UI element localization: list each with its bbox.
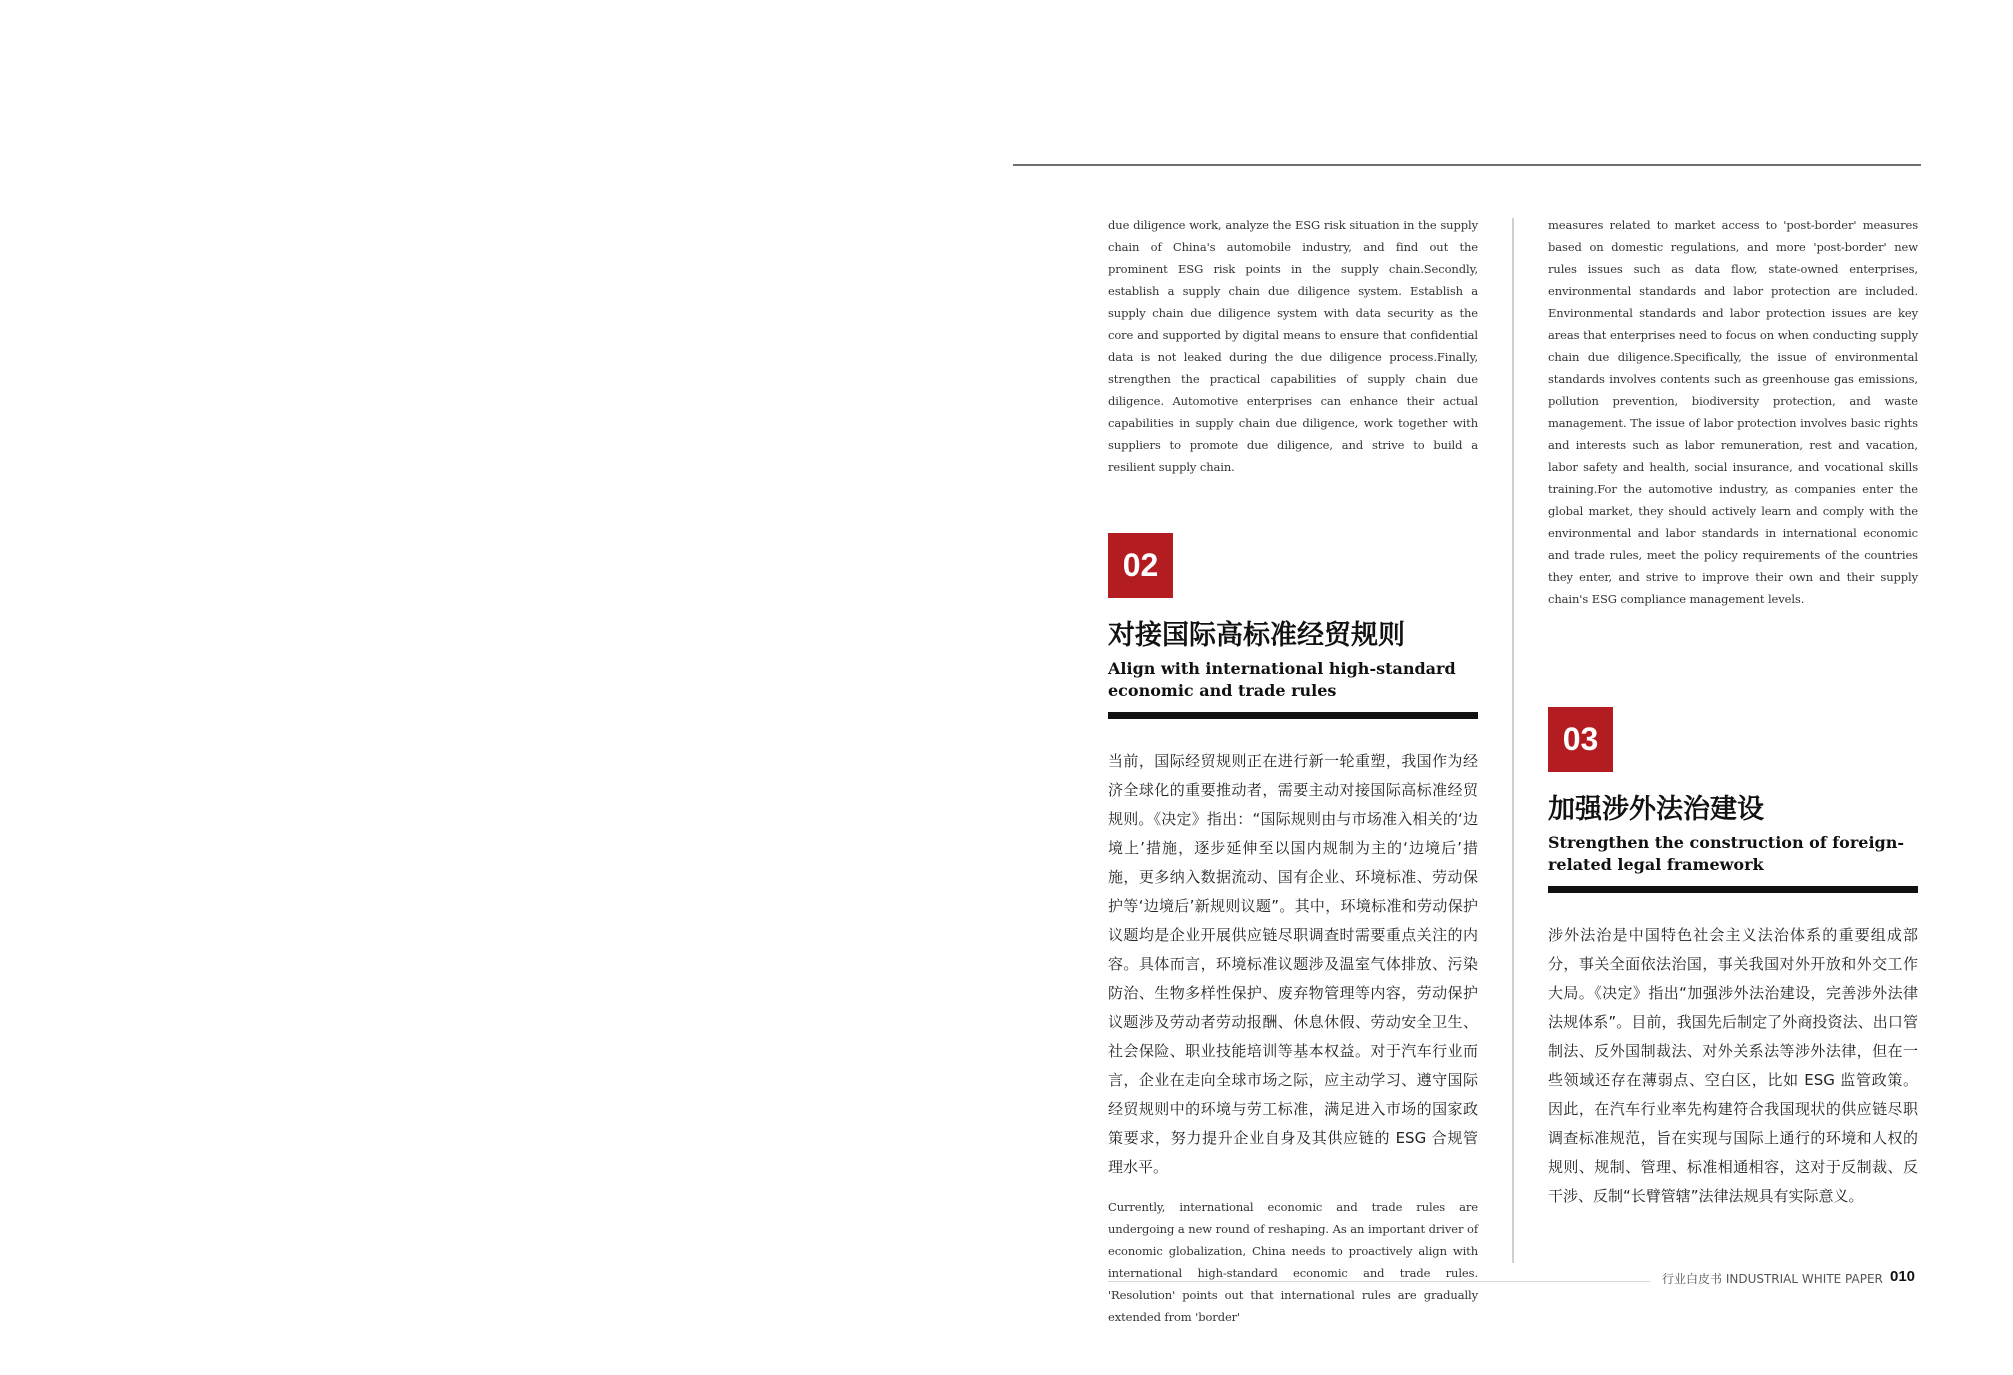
right-intro-paragraph: measures related to market access to 'post-border' measures based on domestic regulations, and more 'post-border' new rules issues such as data flow, state-owned enterprises, environmental standards and labor protection are included. Environmental standards and labor protection issues are key areas that enterprises need to focus on when conducting supply chain due diligence.Specifically, the issue of environmental standards involves contents such as greenhouse gas emissions, pollution prevention, biodiversity protection, and waste management. The issue of labor protection involves basic rights and interests such as labor remuneration, rest and vacation, labor safety and health, social insurance, and vocational skills training.For the automotive industry, as companies enter the global market, they should actively learn and comply with the environmental and labor standards in international economic and trade rules, meet the policy requirements of the countries they enter, and strive to improve their own and their supply chain's ESG compliance management levels. [1548,218,1918,606]
section-body-zh: 当前，国际经贸规则正在进行新一轮重塑，我国作为经济全球化的重要推动者，需要主动对接国际高标准经贸规则。《决定》指出：“国际规则由与市场准入相关的‘边境上’措施，逐步延伸至以国内规制为主的‘边境后’措施，更多纳入数据流动、国有企业、环境标准、劳动保护等‘边境后’新规则议题”。其中，环境标准和劳动保护议题均是企业开展供应链尽职调查时需要重点关注的内容。具体而言，环境标准议题涉及温室气体排放、污染防治、生物多样性保护、废弃物管理等内容，劳动保护议题涉及劳动者劳动报酬、休息休假、劳动安全卫生、社会保险、职业技能培训等基本权益。对于汽车行业而言，企业在走向全球市场之际，应主动学习、遵守国际经贸规则中的环境与劳工标准，满足进入市场的国家政策要求，努力提升企业自身及其供应链的 ESG 合规管理水平。 [1108,752,1478,1176]
section-number-badge: 03 [1548,707,1613,772]
section-02 [1108,533,1478,1328]
left-intro-paragraph: due diligence work, analyze the ESG risk situation in the supply chain of China's automobile industry, and find out the prominent ESG risk points in the supply chain.Secondly, establish a supply chain due diligence system. Establish a supply chain due diligence system with data security as the core and supported by digital means to ensure that confidential data is not leaked during the due diligence process.Finally, strengthen the practical capabilities of supply chain due diligence. Automotive enterprises can enhance their actual capabilities in supply chain due diligence, work together with suppliers to promote due diligence, and strive to build a resilient supply chain. [1108,218,1478,474]
section-body-zh: 涉外法治是中国特色社会主义法治体系的重要组成部分，事关全面依法治国，事关我国对外开放和外交工作大局。《决定》指出“加强涉外法治建设，完善涉外法律法规体系”。目前，我国先后制定了外商投资法、出口管制法、反外国制裁法、对外关系法等涉外法律，但在一些领域还存在薄弱点、空白区，比如 ESG 监管政策。因此，在汽车行业率先构建符合我国现状的供应链尽职调查标准规范，旨在实现与国际上通行的环境和人权的规则、规制、管理、标准相通相容，这对于反制裁、反干涉、反制“长臂管辖”法律法规具有实际意义。 [1548,926,1918,1205]
section-body-en: Currently, international economic and trade rules are undergoing a new round of reshaping. As an important driver of economic globalization, China needs to proactively align with international high-standard economic and trade rules. 'Resolution' points out that international rules are gradually extended from 'border' [1108,1200,1478,1324]
page-number: 010 [1890,1268,1916,1285]
section-title-zh: 加强涉外法治建设 [1548,794,1764,825]
left-column [1108,214,1478,478]
top-rule [1013,164,1921,166]
section-title-rule [1548,886,1918,893]
section-03 [1548,707,1918,1211]
footer-label: 行业白皮书 INDUSTRIAL WHITE PAPER [1662,1272,1883,1286]
section-title-zh: 对接国际高标准经贸规则 [1108,620,1405,651]
footer-rule [1108,1281,1650,1282]
section-number-badge: 02 [1108,533,1173,598]
section-title-rule [1108,712,1478,719]
right-column [1548,214,1918,610]
column-divider [1512,218,1514,1263]
section-title-en: Strengthen the construction of foreign-related legal framework [1548,833,1904,874]
section-title-en: Align with international high-standard economic and trade rules [1108,659,1456,700]
